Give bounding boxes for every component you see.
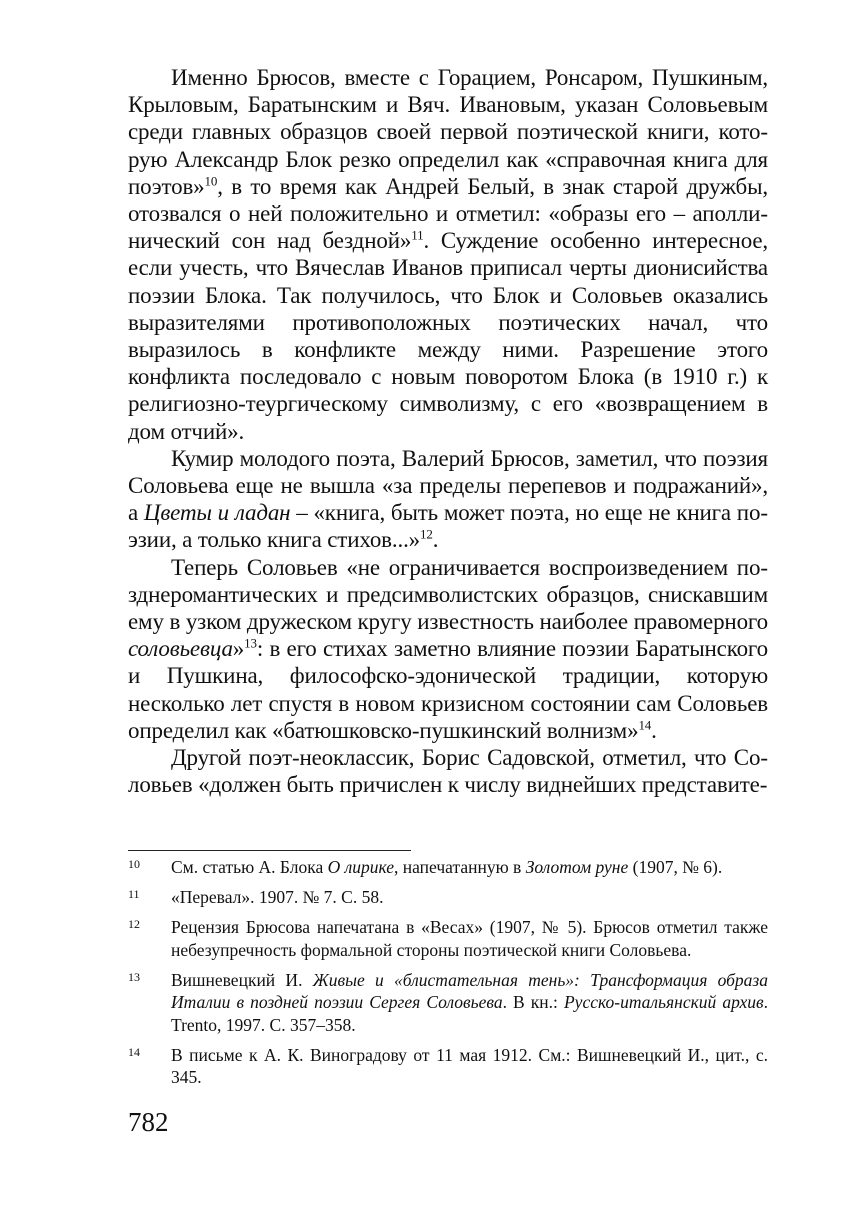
text-run: Теперь Соловьев «не ограничивается воспроизведением позднеромантических и предсимволистских образцов, снискавшим ему в узком дружеском кругу известность наиболее правомерного <box>128 554 768 635</box>
footnote <box>128 1044 768 1089</box>
footnote <box>128 856 768 879</box>
text-run: , в то время как Андрей Белый, в знак старой дружбы, отозвался о ней положительно и отметил: «образы его – аполлинический сон над бездной» <box>128 173 768 254</box>
text-run: – «книга, быть может поэта, но еще не книга поэзии, а только книга стихов...» <box>128 500 768 553</box>
text-run: Рецензия Брюсова напечатана в «Весах» (1907, № 5). Брюсов отметил также небезупречность формальной стороны поэтической книги Соловьева. <box>171 917 768 960</box>
text-run: (1907, № 6). <box>628 857 723 877</box>
text-run: » <box>232 636 245 662</box>
footnote-ref: 11 <box>411 227 424 243</box>
main-text <box>128 64 768 798</box>
text-run: . <box>651 717 657 743</box>
italic-title: Цветы и ладан <box>143 500 291 526</box>
text-run: . В кн.: <box>502 992 564 1012</box>
italic-title: О лирике <box>327 857 395 877</box>
paragraph <box>128 64 768 445</box>
text-run: . <box>432 527 439 553</box>
footnote-number: 12 <box>128 917 140 931</box>
paragraph <box>128 445 768 554</box>
text-run: Другой поэт-неоклассик, Борис Садовской, отметил, что Соловьев «должен быть причислен к числу виднейших представите- <box>128 745 768 798</box>
italic-title: Золотом руне <box>525 857 629 877</box>
footnotes <box>128 856 768 1096</box>
text-run: См. статью А. Блока <box>171 857 328 877</box>
text-run: , напечатанную в <box>394 857 526 877</box>
text-run: . Суждение особенно интересное, если учесть, что Вячеслав Иванов приписал черты дионисийства поэзии Блока. Так получилось, что Блок и Соловьев оказались выразителями противоположных поэтических начал, что выразилось в конфликте между ними. Разрешение этого конфликта последовало с новым поворотом Блока (в 1910 г.) к религиозно-теургическому символизму, с его «возвращением в дом отчий». <box>128 228 768 444</box>
footnote-number: 11 <box>128 887 140 901</box>
footnote-number: 14 <box>128 1044 140 1059</box>
footnote <box>128 969 768 1037</box>
text-run: Вишневецкий И. <box>171 969 313 990</box>
text-run: : в его стихах заметно влияние поэзии Баратынского и Пушкина, философско-эдонической традиции, которую несколько лет спустя в новом кризисном состоянии сам Соловьев определил как «батюшковско-пушкинский волнизм» <box>128 636 768 743</box>
text-run: В письме к А. К. Виноградову от 11 мая 1912. См.: Вишневецкий И., цит., с. 345. <box>171 1044 768 1087</box>
footnote-ref: 13 <box>244 635 257 651</box>
italic-title: соловьевца <box>128 636 233 662</box>
footnote-ref: 10 <box>204 173 218 189</box>
paragraph <box>128 744 768 798</box>
text-run: Именно Брюсов, вместе с Горацием, Ронсаром, Пушкиным, Крыловым, Баратынским и Вяч. Ивановым, указан Соловьевым среди главных образцов своей первой поэтической книги, которую Александр Блок резко определил как «справочная книга для поэтов» <box>128 65 768 199</box>
footnote <box>128 886 768 909</box>
text-run: «Перевал». 1907. № 7. С. 58. <box>171 887 384 907</box>
italic-title: Живые и «блистательная тень»: Трансформация образа Италии в поздней поэзии Сергея Соловьева <box>171 969 768 1012</box>
footnote <box>128 916 768 961</box>
footnote-number: 10 <box>128 857 140 871</box>
text-run: . Trento, 1997. С. 357–358. <box>171 992 768 1035</box>
paragraph <box>128 554 768 744</box>
italic-title: Русско-итальянский архив <box>563 992 764 1012</box>
footnote-ref: 14 <box>638 717 652 733</box>
footnote-ref: 12 <box>420 526 433 542</box>
footnote-separator <box>128 850 411 851</box>
footnote-number: 13 <box>128 969 140 984</box>
text-run: Кумир молодого поэта, Валерий Брюсов, заметил, что поэзия Соловьева еще не вышла «за пределы перепевов и подражаний», а <box>128 445 768 526</box>
page-number: 782 <box>128 1107 169 1137</box>
